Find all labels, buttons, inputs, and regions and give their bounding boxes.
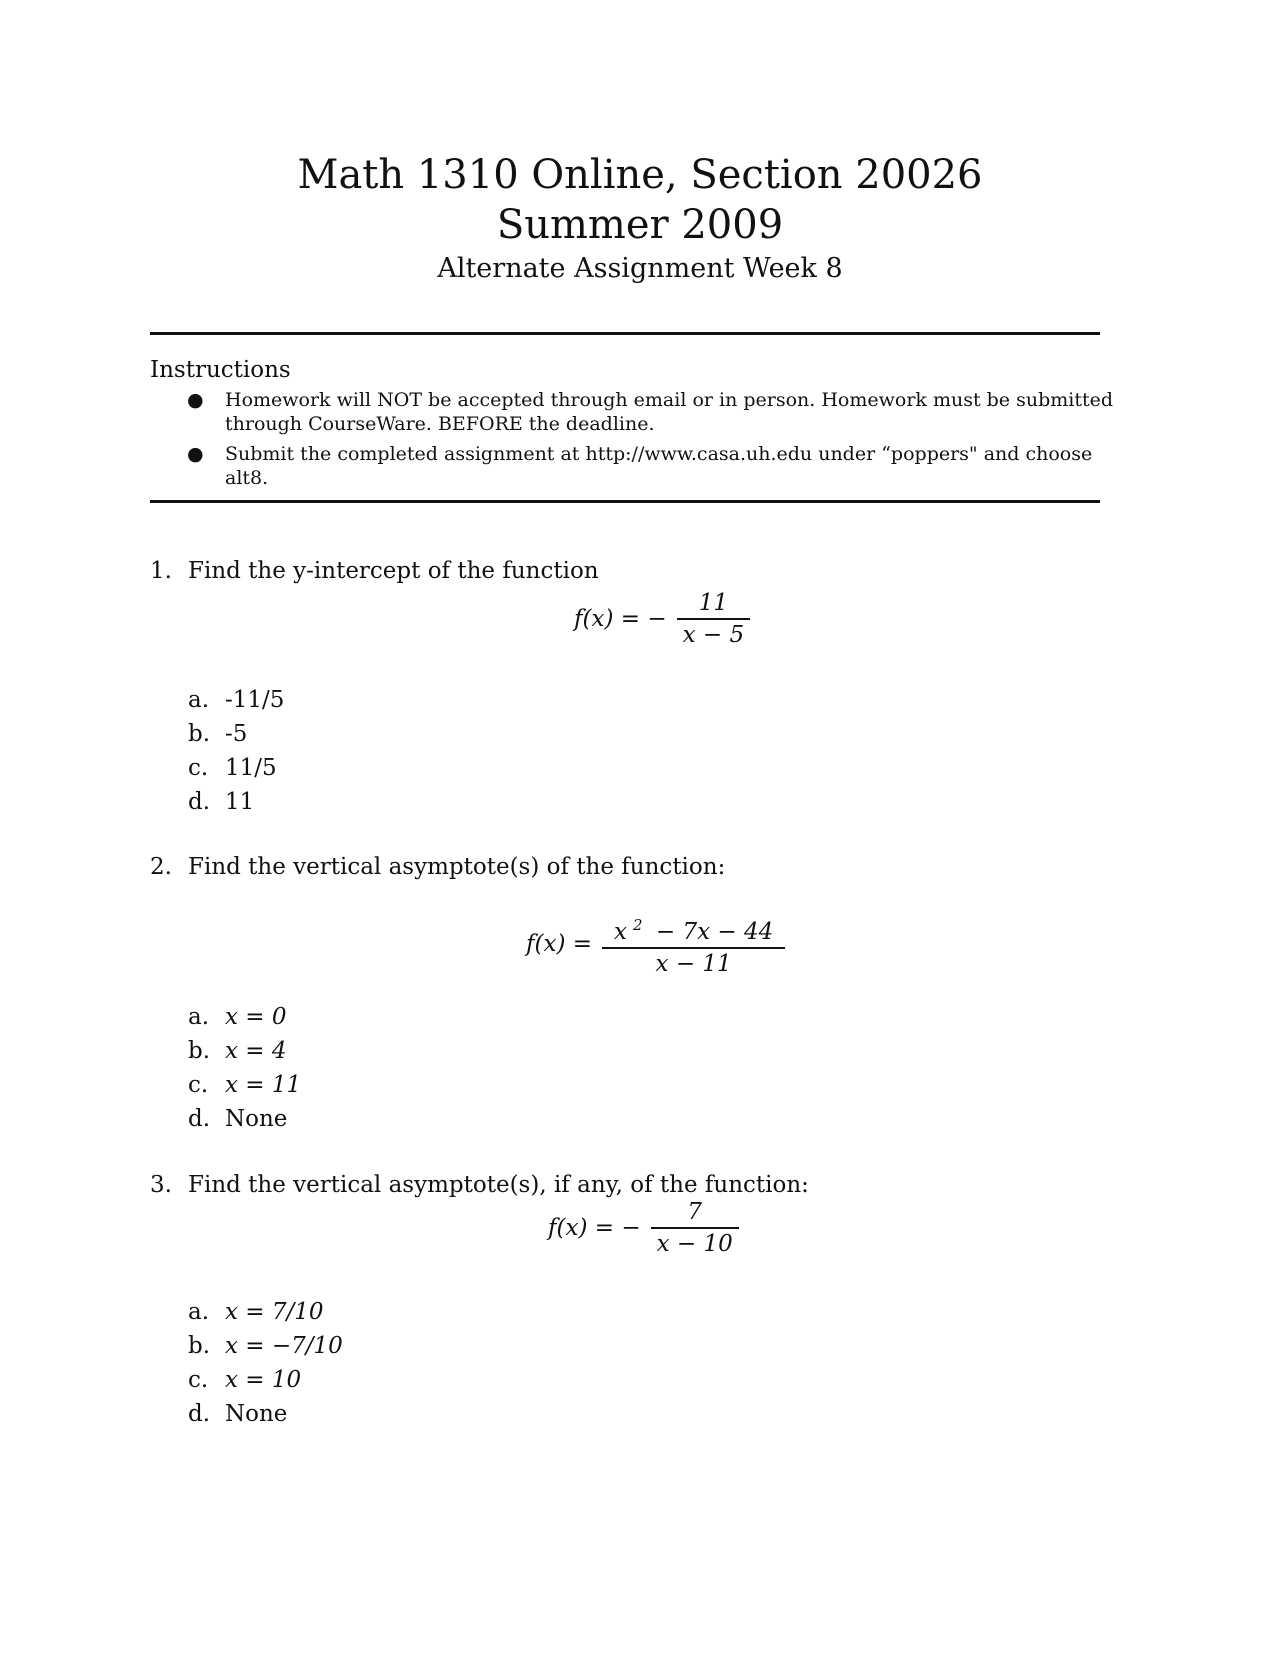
choice-text: None bbox=[225, 1401, 288, 1427]
choice-label: a. bbox=[188, 1299, 210, 1325]
choice-text: x = −7/10 bbox=[225, 1333, 343, 1359]
fraction bbox=[651, 1197, 739, 1259]
fraction bbox=[602, 910, 785, 979]
question-prompt: Find the y-intercept of the function bbox=[188, 558, 599, 584]
equation-lhs: f(x) = − bbox=[548, 1215, 641, 1241]
choice-text: -11/5 bbox=[225, 687, 285, 713]
denominator: x − 11 bbox=[655, 950, 732, 977]
choice-text: x = 7/10 bbox=[225, 1299, 324, 1325]
equation-lhs: f(x) = bbox=[526, 931, 593, 958]
numerator: 7 bbox=[687, 1199, 702, 1225]
choice-label: d. bbox=[188, 1401, 211, 1427]
equation-2 bbox=[526, 910, 785, 979]
choice-label: b. bbox=[188, 721, 211, 747]
choice-item bbox=[188, 1034, 301, 1068]
choice-text: -5 bbox=[225, 721, 248, 747]
denominator: x − 5 bbox=[682, 622, 745, 648]
choice-label: a. bbox=[188, 1004, 210, 1030]
choice-label: b. bbox=[188, 1038, 211, 1064]
choice-label: c. bbox=[188, 755, 209, 781]
numerator-rest: − 7x − 44 bbox=[648, 918, 774, 945]
choice-text: 11/5 bbox=[225, 755, 277, 781]
choice-text: x = 11 bbox=[225, 1072, 302, 1098]
instruction-item bbox=[150, 388, 1130, 436]
choices-3 bbox=[188, 1295, 343, 1431]
choice-text: x = 10 bbox=[225, 1367, 302, 1393]
equation-lhs: f(x) = − bbox=[574, 606, 667, 632]
choice-item bbox=[188, 1000, 301, 1034]
choice-item bbox=[188, 683, 284, 717]
page-subtitle: Alternate Assignment Week 8 bbox=[437, 253, 843, 284]
equation-3 bbox=[548, 1197, 739, 1259]
choices-1 bbox=[188, 683, 284, 819]
choices-2 bbox=[188, 1000, 301, 1136]
instruction-text: Submit the completed assignment at http://www.casa.uh.edu under “poppers" and choose alt8. bbox=[225, 443, 1093, 489]
question-1 bbox=[150, 556, 599, 586]
page-title: Math 1310 Online, Section 20026 bbox=[297, 152, 983, 198]
instruction-text: Homework will NOT be accepted through email or in person. Homework must be submitted through CourseWare. BEFORE the deadline. bbox=[225, 389, 1114, 435]
equation-1 bbox=[574, 588, 750, 650]
numerator: 11 bbox=[698, 590, 728, 616]
numerator bbox=[602, 910, 785, 947]
top-divider bbox=[150, 332, 1100, 335]
choice-item bbox=[188, 1068, 301, 1102]
choice-label: d. bbox=[188, 1106, 211, 1132]
choice-item bbox=[188, 785, 284, 819]
bullet-icon: ● bbox=[187, 443, 204, 465]
choice-label: c. bbox=[188, 1367, 209, 1393]
choice-item bbox=[188, 1102, 301, 1136]
denominator: x − 10 bbox=[656, 1231, 733, 1257]
choice-label: d. bbox=[188, 789, 211, 815]
question-number: 3. bbox=[150, 1172, 172, 1198]
question-prompt: Find the vertical asymptote(s), if any, of the function: bbox=[188, 1172, 809, 1198]
choice-item bbox=[188, 717, 284, 751]
instructions-list bbox=[150, 388, 1130, 496]
choice-item bbox=[188, 1397, 343, 1431]
bottom-divider bbox=[150, 500, 1100, 503]
question-prompt: Find the vertical asymptote(s) of the function: bbox=[188, 854, 726, 880]
choice-text: 11 bbox=[225, 789, 255, 815]
choice-label: c. bbox=[188, 1072, 209, 1098]
choice-text: x = 0 bbox=[225, 1004, 287, 1030]
choice-item bbox=[188, 751, 284, 785]
instruction-item bbox=[150, 442, 1130, 490]
numerator-base: x bbox=[614, 918, 627, 945]
choice-label: b. bbox=[188, 1333, 211, 1359]
question-number: 2. bbox=[150, 854, 172, 880]
bullet-icon: ● bbox=[187, 389, 204, 411]
term-title: Summer 2009 bbox=[496, 202, 784, 248]
question-number: 1. bbox=[150, 558, 172, 584]
instructions-heading: Instructions bbox=[150, 357, 291, 383]
choice-label: a. bbox=[188, 687, 210, 713]
choice-item bbox=[188, 1363, 343, 1397]
exponent: 2 bbox=[633, 916, 643, 934]
fraction bbox=[677, 588, 751, 650]
choice-item bbox=[188, 1329, 343, 1363]
choice-item bbox=[188, 1295, 343, 1329]
question-3 bbox=[150, 1170, 809, 1200]
choice-text: x = 4 bbox=[225, 1038, 287, 1064]
choice-text: None bbox=[225, 1106, 288, 1132]
question-2 bbox=[150, 852, 725, 882]
